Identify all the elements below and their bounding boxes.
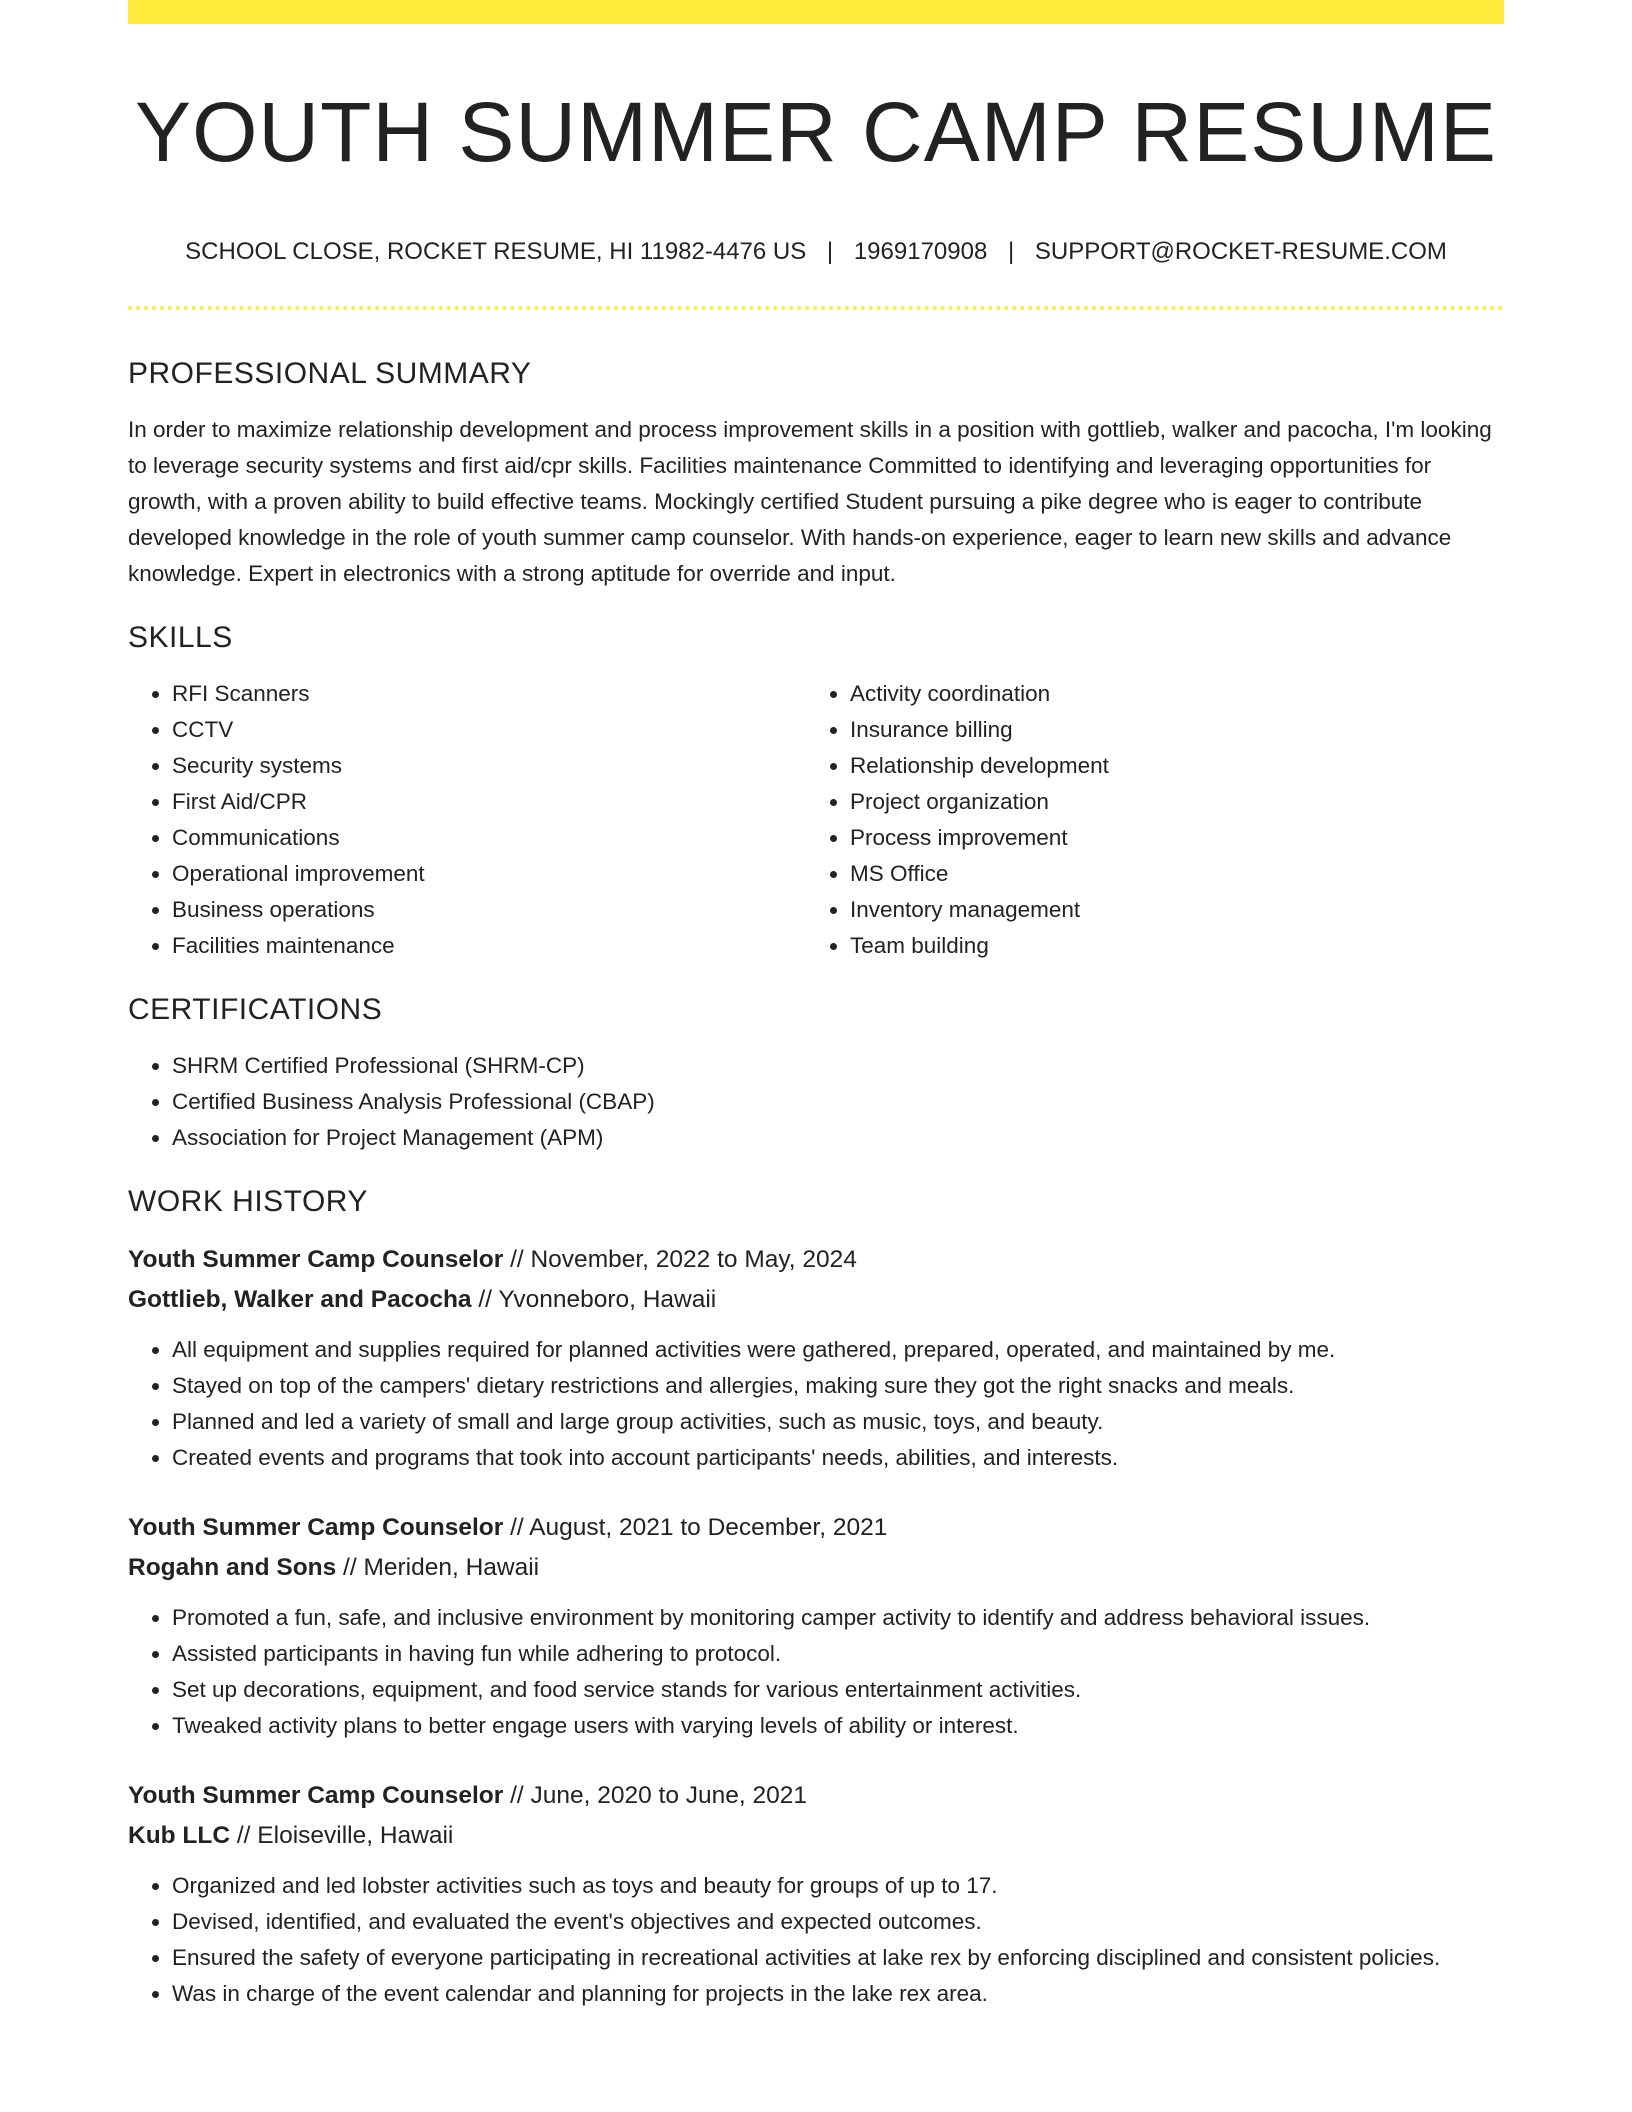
certifications-list <box>128 1048 1504 1156</box>
resume-title: YOUTH SUMMER CAMP RESUME <box>135 85 1497 179</box>
certification-item: • Certified Business Analysis Professional (CBAP) <box>172 1084 1504 1120</box>
job-dates: // August, 2021 to December, 2021 <box>503 1514 888 1541</box>
contact-email: SUPPORT@ROCKET-RESUME.COM <box>1034 238 1447 265</box>
job-entry <box>128 1240 1504 1476</box>
dotted-divider <box>128 306 1504 310</box>
job-company-line <box>128 1548 1504 1588</box>
job-company-line <box>128 1280 1504 1320</box>
summary-heading: PROFESSIONAL SUMMARY <box>128 357 532 390</box>
job-role-line <box>128 1240 1504 1280</box>
skill-item: • Activity coordination <box>850 676 1484 712</box>
job-role: Youth Summer Camp Counselor <box>128 1782 504 1809</box>
contact-separator: | <box>826 238 834 265</box>
skill-item: • Business operations <box>172 892 806 928</box>
skill-item: • Communications <box>172 820 806 856</box>
job-entry <box>128 1776 1504 2012</box>
job-location: // Eloiseville, Hawaii <box>230 1822 454 1849</box>
skill-item: • Process improvement <box>850 820 1484 856</box>
job-entry <box>128 1508 1504 1744</box>
job-bullets <box>128 1332 1504 1476</box>
certifications-heading: CERTIFICATIONS <box>128 993 383 1026</box>
skill-item: • CCTV <box>172 712 806 748</box>
accent-top-bar <box>128 0 1504 24</box>
skill-item: • Relationship development <box>850 748 1484 784</box>
job-dates: // November, 2022 to May, 2024 <box>503 1246 857 1273</box>
job-bullet: • Planned and led a variety of small and large group activities, such as music, toys, and beauty. <box>172 1404 1504 1440</box>
skill-item: • Project organization <box>850 784 1484 820</box>
skill-item: • RFI Scanners <box>172 676 806 712</box>
job-bullets <box>128 1600 1504 1744</box>
contact-line <box>128 236 1504 268</box>
job-bullet: • Devised, identified, and evaluated the event's objectives and expected outcomes. <box>172 1904 1504 1940</box>
job-role: Youth Summer Camp Counselor <box>128 1246 504 1273</box>
job-bullets <box>128 1868 1504 2012</box>
job-bullet: • Was in charge of the event calendar and planning for projects in the lake rex area. <box>172 1976 1504 2012</box>
job-bullet: • Set up decorations, equipment, and food service stands for various entertainment activities. <box>172 1672 1504 1708</box>
skill-item: • Inventory management <box>850 892 1484 928</box>
work-history-heading: WORK HISTORY <box>128 1185 368 1218</box>
job-bullet: • Promoted a fun, safe, and inclusive environment by monitoring camper activity to identify and address behavioral issues. <box>172 1600 1504 1636</box>
contact-address: SCHOOL CLOSE, ROCKET RESUME, HI 11982-4476 US <box>185 238 807 265</box>
skill-item: • Insurance billing <box>850 712 1484 748</box>
resume-page <box>128 0 1504 2012</box>
skill-item: • MS Office <box>850 856 1484 892</box>
job-bullet: • Ensured the safety of everyone participating in recreational activities at lake rex by enforcing disciplined and consistent policies. <box>172 1940 1504 1976</box>
skill-item: • Operational improvement <box>172 856 806 892</box>
job-bullet: • Created events and programs that took into account participants' needs, abilities, and interests. <box>172 1440 1504 1476</box>
job-dates: // June, 2020 to June, 2021 <box>503 1782 808 1809</box>
contact-separator: | <box>1007 238 1015 265</box>
job-location: // Meriden, Hawaii <box>336 1554 540 1581</box>
skill-item: • Facilities maintenance <box>172 928 806 964</box>
job-company: Gottlieb, Walker and Pacocha <box>128 1286 472 1313</box>
skill-item: • First Aid/CPR <box>172 784 806 820</box>
job-bullet: • Tweaked activity plans to better engage users with varying levels of ability or interest. <box>172 1708 1504 1744</box>
skills-columns <box>128 676 1504 964</box>
job-role-line <box>128 1508 1504 1548</box>
job-bullet: • Stayed on top of the campers' dietary restrictions and allergies, making sure they got the right snacks and meals. <box>172 1368 1504 1404</box>
certification-item: • Association for Project Management (APM) <box>172 1120 1504 1156</box>
skills-right-list <box>806 676 1484 964</box>
job-bullet: • All equipment and supplies required for planned activities were gathered, prepared, operated, and maintained by me. <box>172 1332 1504 1368</box>
summary-text: In order to maximize relationship development and process improvement skills in a position with gottlieb, walker and pacocha, I'm looking to leverage security systems and first aid/cpr skills. Facilities maintenance Committed to identifying and leveraging opportunities for growth, with a proven ability to build effective teams. Mockingly certified Student pursuing a pike degree who is eager to contribute developed knowledge in the role of youth summer camp counselor. With hands-on experience, eager to learn new skills and advance knowledge. Expert in electronics with a strong aptitude for override and input. <box>128 417 1492 586</box>
job-location: // Yvonneboro, Hawaii <box>471 1286 717 1313</box>
job-bullet: • Assisted participants in having fun while adhering to protocol. <box>172 1636 1504 1672</box>
job-role-line <box>128 1776 1504 1816</box>
skill-item: • Team building <box>850 928 1484 964</box>
job-role: Youth Summer Camp Counselor <box>128 1514 504 1541</box>
certification-item: • SHRM Certified Professional (SHRM-CP) <box>172 1048 1504 1084</box>
skill-item: • Security systems <box>172 748 806 784</box>
job-bullet: • Organized and led lobster activities such as toys and beauty for groups of up to 17. <box>172 1868 1504 1904</box>
skills-left-list <box>128 676 806 964</box>
job-company-line <box>128 1816 1504 1856</box>
skills-heading: SKILLS <box>128 621 233 654</box>
job-company: Rogahn and Sons <box>128 1554 337 1581</box>
contact-phone: 1969170908 <box>853 238 988 265</box>
job-company: Kub LLC <box>128 1822 231 1849</box>
